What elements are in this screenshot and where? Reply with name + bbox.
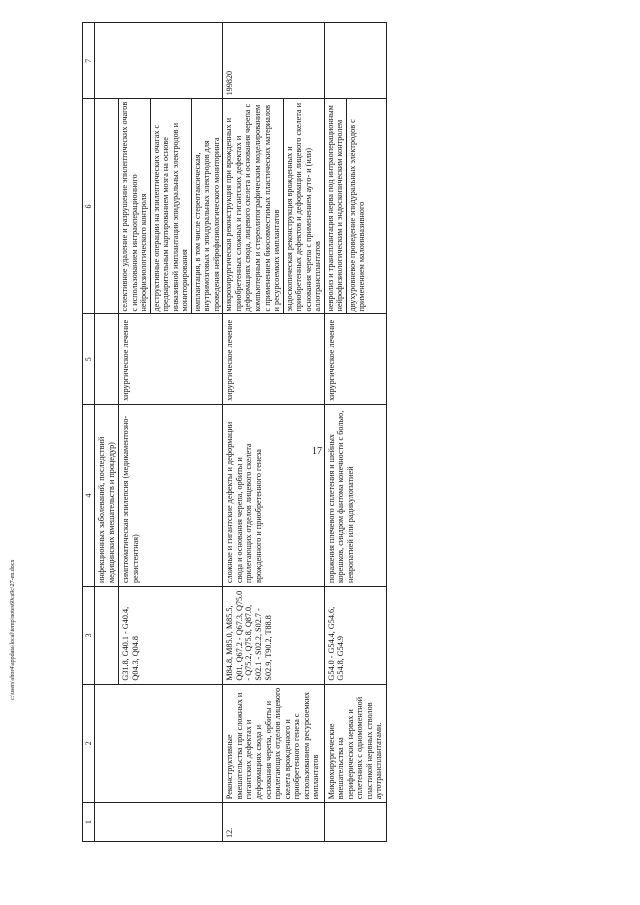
patient-model-cell: инфекционных заболеваний, последствий медицинских вмешательств и процедур)	[95, 404, 119, 586]
cost-cell	[324, 23, 386, 99]
treatment-type-cell: хирургическое лечение	[324, 314, 386, 404]
treatment-method-cell	[324, 99, 386, 314]
table-row	[95, 23, 119, 842]
column-header: 2	[83, 684, 95, 803]
cost-cell: 199820	[223, 23, 324, 99]
patient-model-cell: сложные и гигантские дефекты и деформации свода и основания черепа, орбиты и прилегающих отделов лицевого скелета врожденного и приобретенного генеза	[223, 404, 324, 586]
column-header: 4	[83, 404, 95, 586]
care-type-cell	[95, 684, 223, 803]
table-row	[324, 23, 386, 842]
icd-codes-cell: G54.0 - G54.4, G54.6, G54.8, G54.9	[324, 587, 386, 685]
medical-care-table	[82, 22, 387, 842]
treatment-type-cell	[95, 314, 119, 404]
patient-model-cell: поражения плечевого сплетения и шейных корешков, синдром фантома конечности с болью, невропатией или радикулопатией	[324, 404, 386, 586]
page-number: 17	[312, 446, 322, 457]
icd-codes-cell: G31.8, G40.1 - G40.4, Q04.3, Q04.8	[119, 587, 223, 685]
method-list	[119, 99, 222, 313]
method-item: невролиз и трансплантация нерва под интраоперационным нейрофизиологическим и эндоскопическим контролем	[325, 99, 347, 313]
rotated-page-content	[82, 19, 614, 842]
cost-cell	[95, 23, 223, 99]
row-number-cell	[95, 803, 223, 842]
icd-codes-cell: M84.8, M85.0, M85.5, Q01, Q67.2 - Q67.3, Q75.0 - Q75.2, Q75.8, Q87.0, S02.1 - S02.2, S02.7 - S02.9, T90.2, T88.8	[223, 587, 324, 685]
patient-model-cell: симптоматическая эпилепсия (медикаментозно-резистентная)	[119, 404, 223, 586]
treatment-method-cell	[223, 99, 324, 314]
icd-codes-cell	[95, 587, 119, 685]
method-item: деструктивные операции на эпилептических очагах с предварительным картированием мозга на основе инвазивной имплантации эпидуральных электродов и мониторирования	[150, 99, 191, 313]
method-item: имплантация, в том числе стереотаксическая, внутримозговых и эпидуральных электродов для проведения нейрофизиологического мониторинга	[192, 137, 221, 312]
column-header: 7	[83, 23, 95, 99]
treatment-type-cell: хирургическое лечение	[119, 314, 223, 404]
footer-file-path: c:\users\sbor4\appdata\local\temp\notes60ca9c\27-en.docx	[10, 559, 16, 700]
treatment-method-cell	[119, 99, 223, 314]
method-item: микрохирургическая реконструкция при врожденных и приобретенных сложных и гигантских дефектах и деформациях свода, лицевого скелета и основания черепа с компьютерным и стереолитографическим моделированием с применением биосовместимых пластических материалов и ресурсоемких имплантатов	[223, 99, 283, 313]
column-header: 1	[83, 803, 95, 842]
row-number-cell	[324, 803, 386, 842]
row-number-cell: 12.	[223, 803, 324, 842]
method-item: селективное удаление и разрушение эпилептических очагов с использованием интраоперационного нейрофизиологического контроля	[119, 99, 150, 313]
care-type-cell: Реконструктивные вмешательства при сложных и гигантских дефектах и деформациях свода и основания черепа, орбиты и прилегающих отделов лицевого скелета врожденного и приобретенного генеза с использованием ресурсоемких имплантатов	[223, 684, 324, 803]
table-row	[223, 23, 324, 842]
column-number-header-row	[83, 23, 95, 842]
treatment-method-cell	[95, 99, 119, 314]
treatment-type-cell: хирургическое лечение	[223, 314, 324, 404]
column-header: 6	[83, 99, 95, 314]
method-list	[325, 99, 368, 313]
column-header: 3	[83, 587, 95, 685]
care-type-cell: Микрохирургические вмешательства на периферических нервах и сплетениях с одномоментной пластикой нервных стволов аутотрансплантатами.	[324, 684, 386, 803]
method-item: эндоскопическая реконструкция врожденных и приобретенных дефектов и деформации лицевого скелета и основания черепа с применением аутo- и (или) аллотрансплантатов	[284, 102, 323, 312]
method-list	[223, 99, 323, 313]
column-header: 5	[83, 314, 95, 404]
method-item: двухуровневое проведение эпидуральных электродов с применением малоинвазивного	[347, 119, 367, 312]
